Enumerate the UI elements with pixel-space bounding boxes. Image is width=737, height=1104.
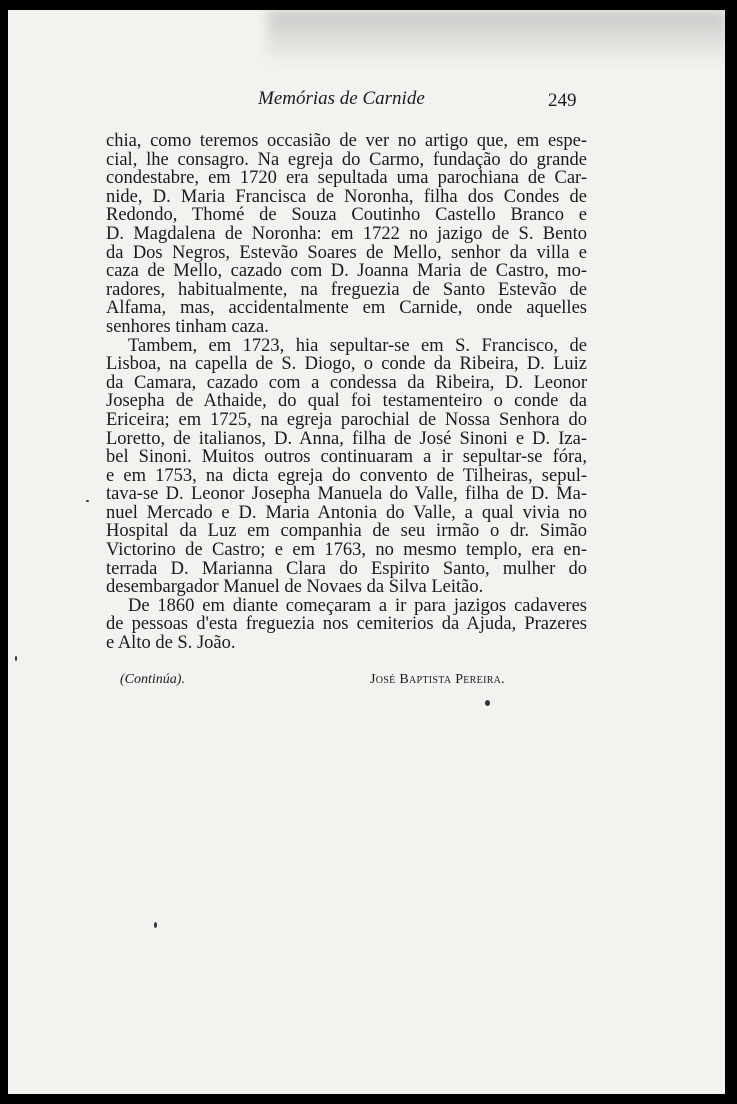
text-line: Josepha de Athaide, do qual foi testamenteiro o conde da bbox=[106, 391, 587, 412]
running-title: Memórias de Carnide bbox=[258, 88, 425, 109]
continua-note: (Continúa). bbox=[120, 672, 185, 687]
page-number: 249 bbox=[548, 90, 577, 111]
text-line: de pessoas d'esta freguezia nos cemiterios da Ajuda, Prazeres bbox=[106, 614, 587, 635]
paragraph-3 bbox=[106, 597, 587, 653]
text-line: Hospital da Luz em companhia de seu irmão o dr. Simão bbox=[106, 521, 587, 542]
ink-speck bbox=[15, 656, 17, 661]
text-line: cial, lhe consagro. Na egreja do Carmo, fundação do grande bbox=[106, 149, 587, 170]
book-page bbox=[8, 10, 725, 1094]
paragraph-2 bbox=[106, 337, 587, 597]
text-line: bel Sinoni. Muitos outros continuaram a ir sepultar-se fóra, bbox=[106, 447, 587, 468]
text-line: da Dos Negros, Estevão Soares de Mello, senhor da villa e bbox=[106, 242, 587, 263]
text-line: tava-se D. Leonor Josepha Manuela do Valle, filha de D. Ma- bbox=[106, 484, 587, 505]
text-line: chia, como teremos occasião de ver no artigo que, em espe- bbox=[106, 131, 587, 151]
text-line: e em 1753, na dicta egreja do convento de Tilheiras, sepul- bbox=[106, 465, 587, 486]
text-line: condestabre, em 1720 era sepultada uma parochiana de Car- bbox=[106, 168, 587, 189]
text-line: De 1860 em diante começaram a ir para jazigos cadaveres bbox=[128, 595, 587, 616]
body-text bbox=[106, 132, 587, 653]
page-header bbox=[8, 88, 725, 116]
text-line: Tambem, em 1723, hia sepultar-se em S. Francisco, de bbox=[128, 335, 587, 356]
ink-speck bbox=[485, 700, 490, 706]
text-line: da Camara, cazado com a condessa da Ribeira, D. Leonor bbox=[106, 372, 587, 393]
text-line: Alfama, mas, accidentalmente em Carnide, onde aquelles bbox=[106, 298, 587, 319]
signature-line bbox=[8, 672, 725, 694]
text-line: Loretto, de italianos, D. Anna, filha de José Sinoni e D. Iza- bbox=[106, 428, 587, 449]
paragraph-1 bbox=[106, 132, 587, 337]
text-line: Lisboa, na capella de S. Diogo, o conde da Ribeira, D. Luiz bbox=[106, 354, 587, 375]
text-line: nide, D. Maria Francisca de Noronha, filha dos Condes de bbox=[106, 186, 587, 207]
text-line: Ericeira; em 1725, na egreja parochial de Nossa Senhora do bbox=[106, 409, 587, 430]
text-line: nuel Mercado e D. Maria Antonia do Valle, a qual vivia no bbox=[106, 502, 587, 523]
author-name: José Baptista Pereira. bbox=[370, 672, 505, 687]
ink-speck bbox=[154, 922, 157, 928]
text-line: desembargador Manuel de Novaes da Silva Leitão. bbox=[106, 577, 484, 598]
text-line: radores, habitualmente, na freguezia de Santo Estevão de bbox=[106, 279, 587, 300]
text-line: D. Magdalena de Noronha: em 1722 no jazigo de S. Bento bbox=[106, 223, 587, 244]
text-line: e Alto de S. João. bbox=[106, 633, 236, 654]
text-line: Victorino de Castro; e em 1763, no mesmo templo, era en- bbox=[106, 540, 587, 561]
ink-speck bbox=[86, 500, 89, 502]
text-line: Redondo, Thomé de Souza Coutinho Castello Branco e bbox=[106, 205, 587, 226]
text-line: caza de Mello, cazado com D. Joanna Maria de Castro, mo- bbox=[106, 261, 587, 282]
text-line: terrada D. Marianna Clara do Espirito Santo, mulher do bbox=[106, 558, 587, 579]
text-line: senhores tinham caza. bbox=[106, 316, 269, 337]
